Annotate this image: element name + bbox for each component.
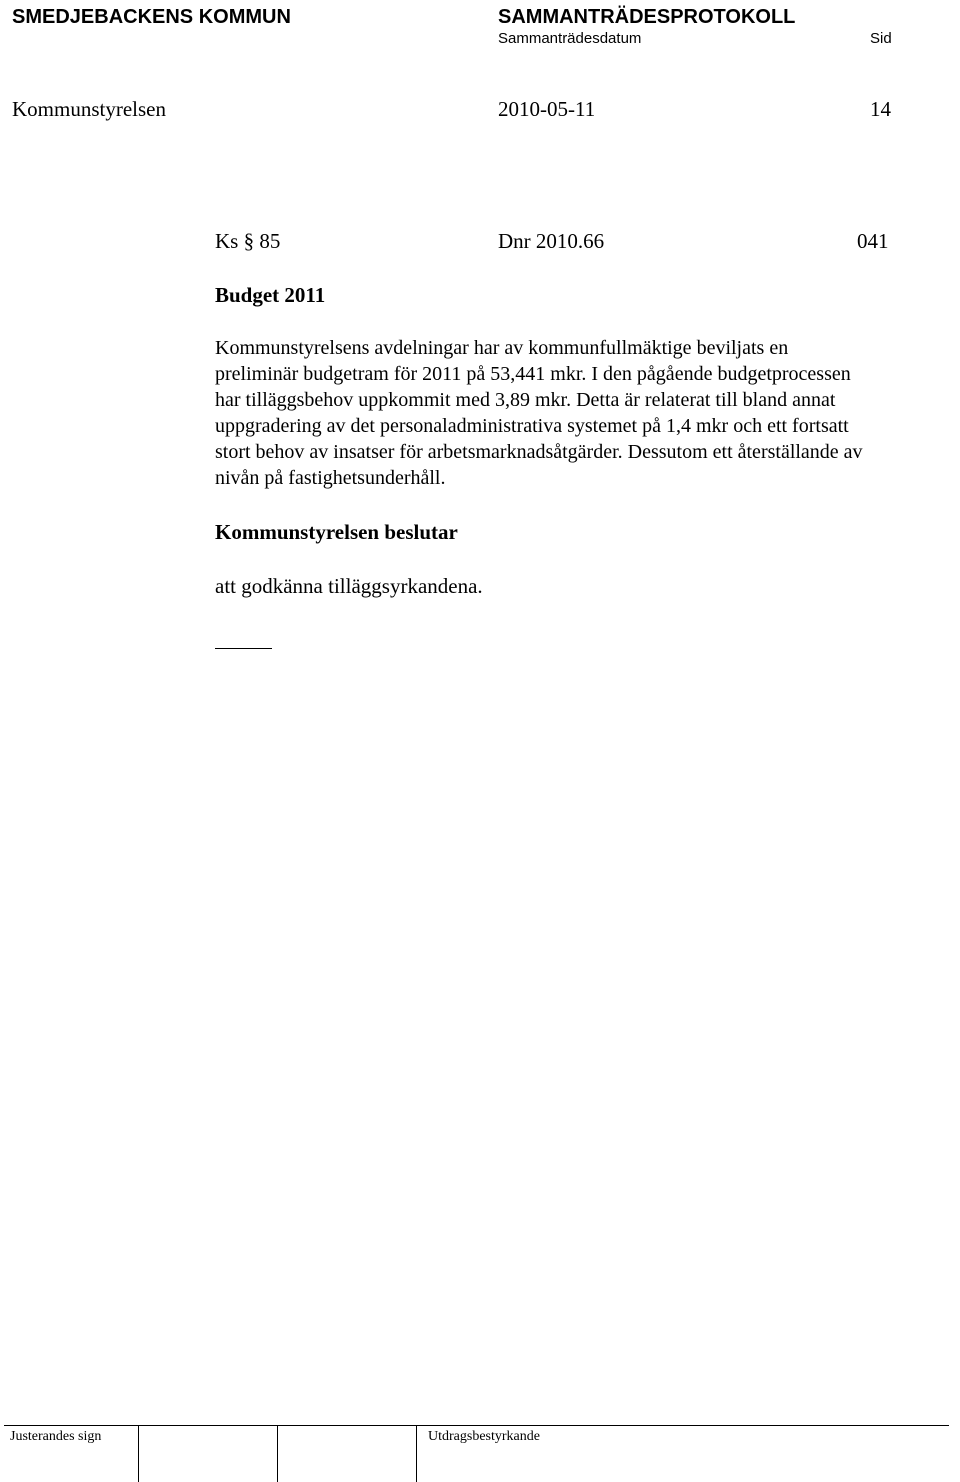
document-type: SAMMANTRÄDESPROTOKOLL [498, 6, 796, 28]
body-line: nivån på fastighetsunderhåll. [215, 467, 446, 489]
body-line: Kommunstyrelsens avdelningar har av kommunfullmäktige beviljats en [215, 337, 789, 359]
meeting-body: Kommunstyrelsen [12, 97, 166, 121]
date-label: Sammanträdesdatum [498, 30, 642, 47]
meeting-date: 2010-05-11 [498, 97, 596, 121]
diary-number: Dnr 2010.66 [498, 229, 605, 253]
case-title: Budget 2011 [215, 283, 326, 307]
case-body [215, 335, 863, 491]
footer-top-rule [4, 1425, 949, 1426]
body-line: preliminär budgetram för 2011 på 53,441 mkr. I den pågående budgetprocessen [215, 363, 851, 385]
decision-heading: Kommunstyrelsen beslutar [215, 520, 458, 544]
paragraph-number: Ks § 85 [215, 229, 281, 253]
footer-divider [277, 1425, 278, 1482]
page-number: 14 [870, 97, 891, 121]
sign-label: Justerandes sign [10, 1429, 102, 1444]
case-code: 041 [857, 229, 889, 253]
organization-name: SMEDJEBACKENS KOMMUN [12, 6, 291, 28]
page-label: Sid [870, 30, 892, 47]
body-line: har tilläggsbehov uppkommit med 3,89 mkr. Detta är relaterat till bland annat [215, 389, 836, 411]
end-rule [215, 648, 272, 649]
extract-label: Utdragsbestyrkande [428, 1429, 540, 1444]
body-line: uppgradering av det personaladministrativa systemet på 1,4 mkr och ett fortsatt [215, 415, 849, 437]
footer-divider [416, 1425, 417, 1482]
body-line: stort behov av insatser för arbetsmarknadsåtgärder. Dessutom ett återställande av [215, 441, 863, 463]
footer-divider [138, 1425, 139, 1482]
decision-text: att godkänna tilläggsyrkandena. [215, 574, 483, 598]
